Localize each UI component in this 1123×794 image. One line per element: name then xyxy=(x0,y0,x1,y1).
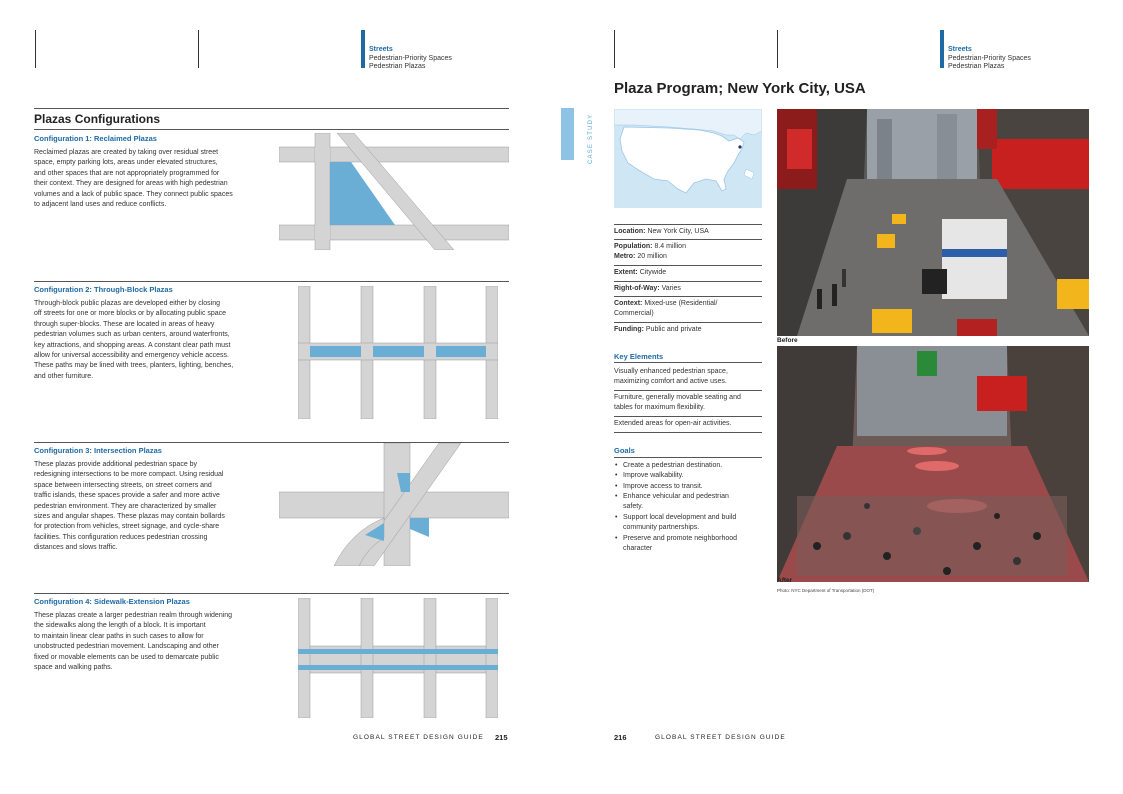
running-head-line2: Pedestrian-Priority Spaces xyxy=(369,54,452,62)
usa-locator-map xyxy=(614,109,762,208)
key-elements-rule-4 xyxy=(614,432,762,433)
after-photo xyxy=(777,346,1089,582)
fact-metro: Metro: 20 million xyxy=(614,253,667,260)
config-3-body: These plazas provide additional pedestrian space by redesigning intersections to be more compact. Using residual space between intersecting streets, on street corners and traffic islands, these spaces provide a safer and more active pedestrian environment. They are characterized by smaller sizes and angular shapes. These plazas may contain bollards for protection from vehicles, street signage, and cycle-share facilities. This configuration reduces pedestrian crossing distances and slows traffic. xyxy=(34,461,225,552)
config-1-rule xyxy=(34,129,509,130)
config-4-rule xyxy=(34,593,509,594)
header-rule-4 xyxy=(777,30,778,68)
config-1-title: Configuration 1: Reclaimed Plazas xyxy=(34,134,157,143)
header-rule-3 xyxy=(614,30,615,68)
goals-heading: Goals xyxy=(614,446,635,455)
key-elements-rule-3 xyxy=(614,416,762,417)
fact-right-of-way: Right-of-Way: Varies xyxy=(614,285,681,292)
header-accent-bar-right xyxy=(940,30,944,68)
config-1-body: Reclaimed plazas are created by taking over residual street space, empty parking lots, areas under elevated structures, and other spaces that are not appropriately programmed for their context. They are designed for areas with high pedestrian volumes and a lack of public space. They connect public spaces to adjacent land uses and reduce conflicts. xyxy=(34,149,233,209)
key-elements-rule-2 xyxy=(614,390,762,391)
header-accent-bar-left xyxy=(361,30,365,68)
facts-rule-5 xyxy=(614,296,762,297)
case-study-tab xyxy=(561,108,574,160)
case-study-label: CASE STUDY xyxy=(588,113,594,164)
header-rule-1 xyxy=(35,30,36,68)
reclaimed-plaza-diagram xyxy=(279,133,509,250)
facts-rule-6 xyxy=(614,322,762,323)
config-4-title: Configuration 4: Sidewalk-Extension Plazas xyxy=(34,597,190,606)
intersection-plaza-diagram xyxy=(279,443,509,566)
config-3-title: Configuration 3: Intersection Plazas xyxy=(34,446,162,455)
key-elements-rule xyxy=(614,362,762,363)
after-caption: After xyxy=(777,577,793,584)
running-head-section: Streets xyxy=(369,46,393,53)
through-block-plaza-diagram xyxy=(298,286,498,419)
before-caption: Before xyxy=(777,337,798,344)
left-page-number: 215 xyxy=(495,733,508,742)
sidewalk-extension-plaza-diagram xyxy=(298,598,498,718)
before-photo xyxy=(777,109,1089,336)
fact-context: Context: Mixed-use (Residential/ Commercial) xyxy=(614,300,718,317)
running-head-section: Streets xyxy=(948,46,972,53)
goal-item: • Improve walkability. xyxy=(614,471,764,481)
key-element-3: Extended areas for open-air activities. xyxy=(614,420,732,427)
goal-item: • Enhance vehicular and pedestrian safety. xyxy=(614,492,764,513)
photo-credit: Photo: NYC Department of Transportation (DOT) xyxy=(777,588,875,593)
goal-item: • Create a pedestrian destination. xyxy=(614,461,764,471)
config-4-body: These plazas create a larger pedestrian realm through widening the sidewalks along the length of a block. It is important to maintain linear clear paths in such cases to allow for unobstructed pedestrian movement. Landscaping and other fixed or movable elements can be used to demarcate public space and walking paths. xyxy=(34,612,233,672)
running-head-right xyxy=(948,46,1031,72)
facts-rule-1 xyxy=(614,224,762,225)
running-head-line3: Pedestrian Plazas xyxy=(948,63,1005,70)
right-page-number: 216 xyxy=(614,733,627,742)
goal-item: • Support local development and build community partnerships. xyxy=(614,513,764,534)
goal-item: • Improve access to transit. xyxy=(614,482,764,492)
config-2-body: Through-block public plazas are developed either by closing off streets for one or more blocks or by allocating public space through super-blocks. These are located in areas of heavy pedestrian volumes such as urban centers, around waterfronts, key attractions, and shopping areas. A constant clear path must allow for universal accessibility and emergency vehicle access. These paths may be lined with trees, planters, lighting, benches, and other furniture. xyxy=(34,300,234,380)
running-head-left xyxy=(369,46,452,72)
right-footer: GLOBAL STREET DESIGN GUIDE xyxy=(655,734,786,741)
page-heading: Plazas Configurations xyxy=(34,112,161,126)
facts-rule-4 xyxy=(614,281,762,282)
goals-rule xyxy=(614,457,762,458)
fact-population: Population: 8.4 million xyxy=(614,243,686,250)
header-rule-2 xyxy=(198,30,199,68)
key-element-2: Furniture, generally movable seating and tables for maximum flexibility. xyxy=(614,394,741,412)
fact-location: Location: New York City, USA xyxy=(614,228,709,235)
running-head-line3: Pedestrian Plazas xyxy=(369,63,426,70)
running-head-line2: Pedestrian-Priority Spaces xyxy=(948,54,1031,62)
fact-funding: Funding: Public and private xyxy=(614,326,702,333)
config-2-rule xyxy=(34,281,509,282)
left-footer: GLOBAL STREET DESIGN GUIDE xyxy=(353,734,484,741)
key-element-1: Visually enhanced pedestrian space, maximizing comfort and active uses. xyxy=(614,368,728,386)
heading-top-rule xyxy=(34,108,509,109)
config-2-title: Configuration 2: Through-Block Plazas xyxy=(34,285,173,294)
case-study-title: Plaza Program; New York City, USA xyxy=(614,80,866,97)
fact-extent: Extent: Citywide xyxy=(614,269,667,276)
key-elements-heading: Key Elements xyxy=(614,352,664,361)
facts-rule-2 xyxy=(614,239,762,240)
goal-item: • Preserve and promote neighborhood character xyxy=(614,534,764,555)
facts-rule-3 xyxy=(614,265,762,266)
